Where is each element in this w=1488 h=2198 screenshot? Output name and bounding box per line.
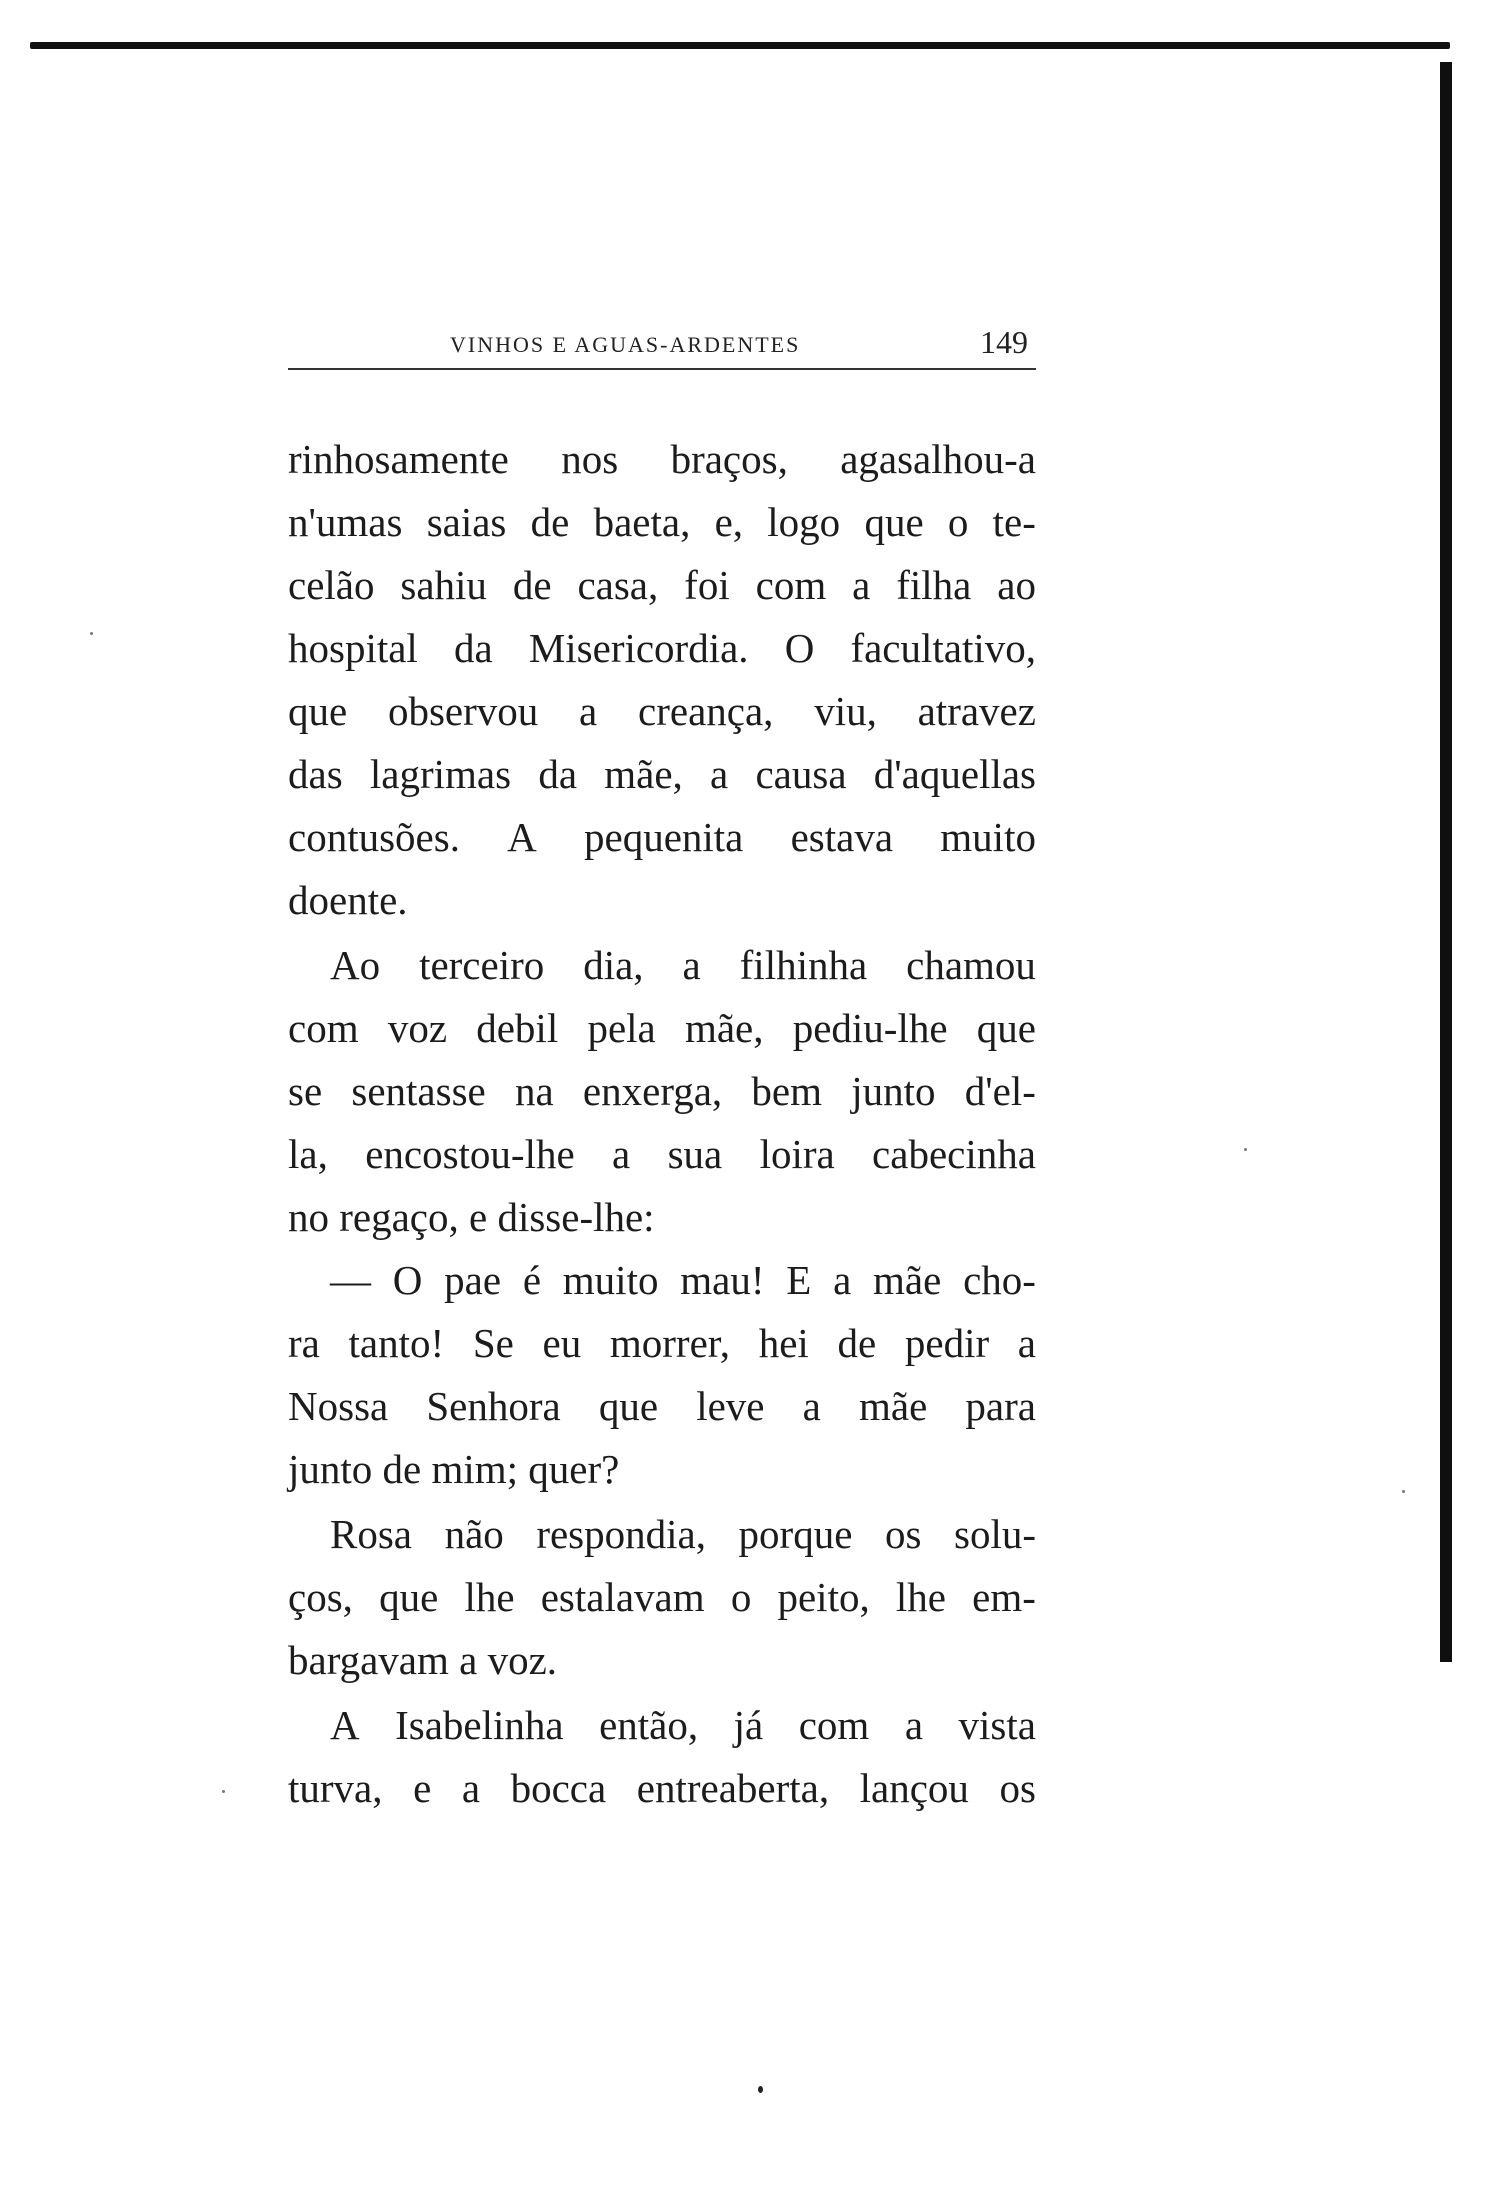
text-line: bargavam a voz. <box>288 1637 558 1683</box>
page-top-border <box>30 42 1450 49</box>
text-line: rinhosamente nos braços, agasalhou-a <box>288 436 1036 482</box>
scan-speck <box>222 1790 225 1793</box>
text-line: ços, que lhe estalavam o peito, lhe em- <box>288 1574 1036 1620</box>
text-line: hospital da Misericordia. O facultativo, <box>288 625 1036 671</box>
page-number: 149 <box>980 324 1028 360</box>
page-right-border <box>1440 62 1452 1662</box>
text-line: turva, e a bocca entreaberta, lançou os <box>288 1765 1036 1811</box>
scan-speck <box>90 632 93 635</box>
text-line: junto de mim; quer? <box>288 1446 620 1492</box>
paragraph-start-line: Rosa não respondia, porque os solu- <box>330 1511 1036 1557</box>
running-title: VINHOS E AGUAS-ARDENTES <box>450 332 801 357</box>
text-line: das lagrimas da mãe, a causa d'aquellas <box>288 751 1036 797</box>
text-line: n'umas saias de baeta, e, logo que o te- <box>288 499 1036 545</box>
paragraph-start-line: A Isabelinha então, já com a vista <box>330 1702 1036 1748</box>
running-header <box>288 324 1036 370</box>
text-line: com voz debil pela mãe, pediu-lhe que <box>288 1005 1036 1051</box>
scan-speck <box>1244 1148 1247 1151</box>
text-line: la, encostou-lhe a sua loira cabecinha <box>288 1131 1036 1177</box>
paragraph-start-line: Ao terceiro dia, a filhinha chamou <box>330 942 1036 988</box>
body-text <box>288 428 1036 1820</box>
text-line: ra tanto! Se eu morrer, hei de pedir a <box>288 1320 1036 1366</box>
text-line: celão sahiu de casa, foi com a filha ao <box>288 562 1036 608</box>
scan-speck <box>758 2086 763 2093</box>
text-line: se sentasse na enxerga, bem junto d'el- <box>288 1068 1036 1114</box>
text-line: doente. <box>288 877 408 923</box>
paragraph-start-line: — O pae é muito mau! E a mãe cho- <box>330 1257 1036 1303</box>
text-line: Nossa Senhora que leve a mãe para <box>288 1383 1036 1429</box>
text-line: que observou a creança, viu, atravez <box>288 688 1036 734</box>
scan-speck <box>1402 1490 1405 1493</box>
text-line: contusões. A pequenita estava muito <box>288 814 1036 860</box>
text-line: no regaço, e disse-lhe: <box>288 1194 655 1240</box>
